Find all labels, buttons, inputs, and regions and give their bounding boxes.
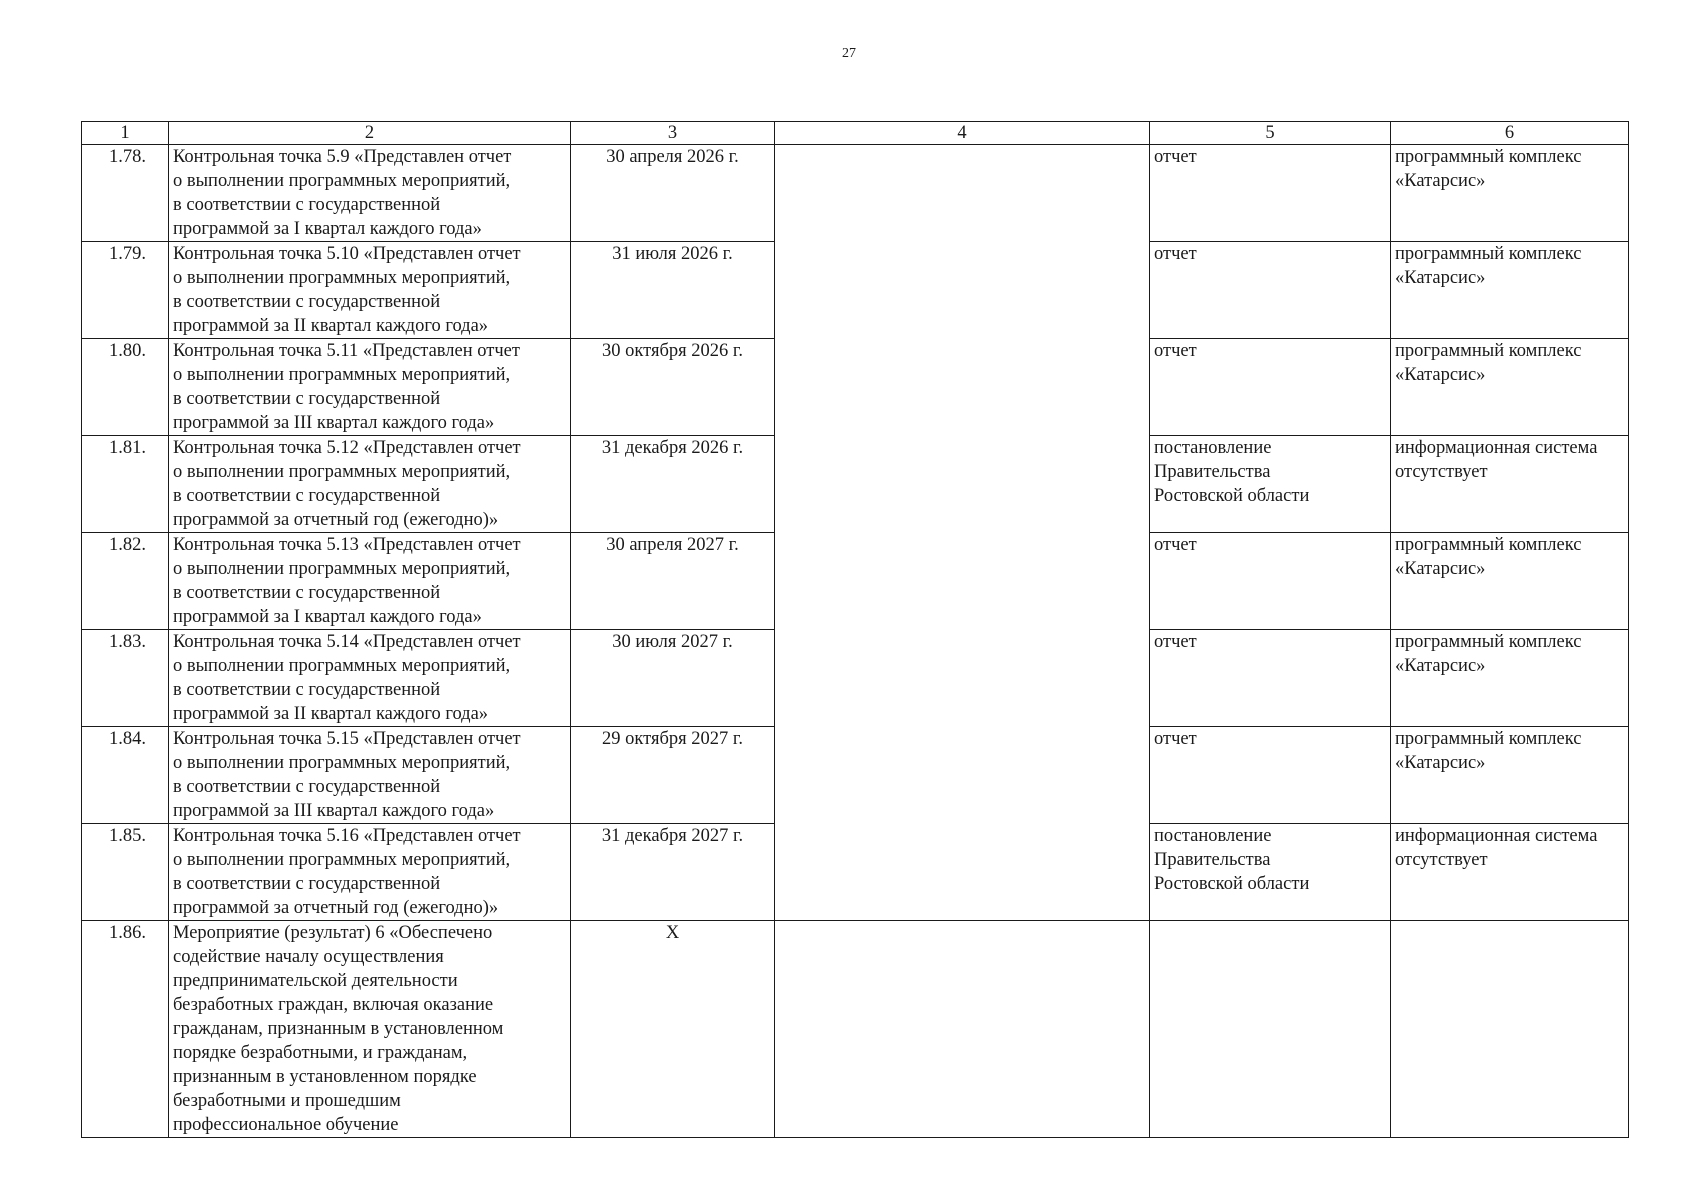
row-document (1150, 921, 1391, 1138)
row-name: Контрольная точка 5.9 «Представлен отчет о выполнении программных мероприятий, в соответствии с государственной программой за I квартал каждого года» (169, 145, 571, 242)
row-system: программный комплекс «Катарсис» (1391, 145, 1629, 242)
header-cell-3: 3 (571, 122, 775, 145)
row-system: программный комплекс «Катарсис» (1391, 533, 1629, 630)
row-date: 30 июля 2027 г. (571, 630, 775, 727)
table-row (82, 921, 1629, 1138)
row-date: 31 декабря 2026 г. (571, 436, 775, 533)
row-document: отчет (1150, 145, 1391, 242)
row-date: 29 октября 2027 г. (571, 727, 775, 824)
row-system: информационная система отсутствует (1391, 436, 1629, 533)
row-number: 1.82. (82, 533, 169, 630)
row-number: 1.80. (82, 339, 169, 436)
row-date: 31 июля 2026 г. (571, 242, 775, 339)
header-cell-6: 6 (1391, 122, 1629, 145)
header-cell-5: 5 (1150, 122, 1391, 145)
row-system: программный комплекс «Катарсис» (1391, 727, 1629, 824)
row-number: 1.84. (82, 727, 169, 824)
row-document: отчет (1150, 533, 1391, 630)
row-name: Контрольная точка 5.12 «Представлен отчет о выполнении программных мероприятий, в соответствии с государственной программой за отчетный год (ежегодно)» (169, 436, 571, 533)
row-system: информационная система отсутствует (1391, 824, 1629, 921)
row-document: постановление Правительства Ростовской области (1150, 436, 1391, 533)
table-row (82, 145, 1629, 242)
row-number: 1.78. (82, 145, 169, 242)
row-system: программный комплекс «Катарсис» (1391, 242, 1629, 339)
row-date: 31 декабря 2027 г. (571, 824, 775, 921)
header-row (82, 122, 1629, 145)
row-document: отчет (1150, 339, 1391, 436)
header-cell-1: 1 (82, 122, 169, 145)
row-document: отчет (1150, 630, 1391, 727)
row-name: Контрольная точка 5.13 «Представлен отчет о выполнении программных мероприятий, в соответствии с государственной программой за I квартал каждого года» (169, 533, 571, 630)
row-number: 1.85. (82, 824, 169, 921)
row-document: постановление Правительства Ростовской области (1150, 824, 1391, 921)
header-cell-2: 2 (169, 122, 571, 145)
row-system: программный комплекс «Катарсис» (1391, 339, 1629, 436)
row-name: Контрольная точка 5.15 «Представлен отчет о выполнении программных мероприятий, в соответствии с государственной программой за III квартал каждого года» (169, 727, 571, 824)
row-number: 1.83. (82, 630, 169, 727)
row-date: 30 апреля 2026 г. (571, 145, 775, 242)
row-date: 30 апреля 2027 г. (571, 533, 775, 630)
row-number: 1.81. (82, 436, 169, 533)
row-date: Х (571, 921, 775, 1138)
responsible-merged-cell (775, 145, 1150, 921)
row-number: 1.86. (82, 921, 169, 1138)
control-points-table (81, 121, 1629, 1138)
row-name: Контрольная точка 5.10 «Представлен отчет о выполнении программных мероприятий, в соответствии с государственной программой за II квартал каждого года» (169, 242, 571, 339)
row-document: отчет (1150, 727, 1391, 824)
row-name: Контрольная точка 5.14 «Представлен отчет о выполнении программных мероприятий, в соответствии с государственной программой за II квартал каждого года» (169, 630, 571, 727)
row-number: 1.79. (82, 242, 169, 339)
row-document: отчет (1150, 242, 1391, 339)
row-responsible (775, 921, 1150, 1138)
row-system (1391, 921, 1629, 1138)
row-system: программный комплекс «Катарсис» (1391, 630, 1629, 727)
page-number: 27 (842, 46, 856, 61)
row-name: Контрольная точка 5.11 «Представлен отчет о выполнении программных мероприятий, в соответствии с государственной программой за III квартал каждого года» (169, 339, 571, 436)
row-name: Контрольная точка 5.16 «Представлен отчет о выполнении программных мероприятий, в соответствии с государственной программой за отчетный год (ежегодно)» (169, 824, 571, 921)
header-cell-4: 4 (775, 122, 1150, 145)
row-date: 30 октября 2026 г. (571, 339, 775, 436)
row-name: Мероприятие (результат) 6 «Обеспечено содействие началу осуществления предпринимательской деятельности безработных граждан, включая оказание гражданам, признанным в установленном порядке безработными, и гражданам, признанным в установленном порядке безработными и прошедшим профессиональное обучение (169, 921, 571, 1138)
